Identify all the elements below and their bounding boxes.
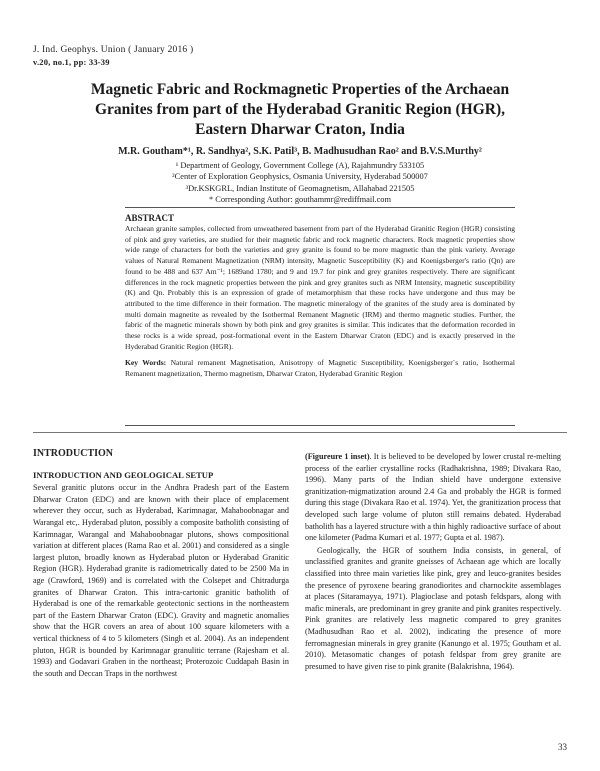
left-column [33, 448, 289, 679]
journal-name: J. Ind. Geophys. Union ( January 2016 ) [33, 45, 194, 55]
journal-volume: v.20, no.1, pp: 33-39 [33, 57, 110, 67]
author-list: M.R. Goutham*¹, R. Sandhya², S.K. Patil³, B. Madhusudhan Rao² and B.V.S.Murthy² [118, 146, 482, 157]
affiliations [40, 160, 560, 206]
right-column [305, 451, 561, 672]
keywords-text: Natural remanent Magnetisation, Anisotropy of Magnetic Susceptibility, Koenigsberger`s ratio, Isothermal Remanent magnetization, Thermo magnetism, Dharwar Craton, Hyderabad Granitic Region [125, 358, 515, 379]
divider [33, 432, 567, 433]
journal-header [33, 44, 193, 68]
affiliation: ¹ Department of Geology, Government College (A), Rajahmundry 533105 [175, 161, 425, 170]
title-line: Magnetic Fabric and Rockmagnetic Properties of the Archaean [90, 81, 510, 98]
paragraph-text: . It is believed to be developed by lower crustal re-melting process of the earlier crystalline rocks (Radhakrishna, 1989; Divakara Rao, 1996). Many parts of the Indian shield have undergone extensive granitization-migmatization around 2.4 Ga and probably the HGR is formed during this stage (Divakara Rao et al. 1974). Yet, the granitization process that developed such large volume of pluton still remains debated. Hyderabad batholith has a layered structure with a thin highly radioactive surface of about one kilometer (Padma Kumari et al. 1977; Gupta et al. 1987). [305, 452, 561, 543]
figure-reference: (Figureure 1 inset) [305, 452, 370, 461]
abstract-text: Archaean granite samples, collected from unweathered basement from part of the Hyderabad Granitic Region (HGR) consisting of pink and grey varieties, are studied for their magnetic fabric and rock magnetic characters. Rock magnetic properties show wide range of characters for both the varieties and grey granite is found to be more magnetic than the pink variety. Average values of Natural Remanent Magnetization (NRM) intensity, Magnetic Susceptibility (K) and Koenigsberger's ratio (Qn) are found to be 488 and 637 Am⁻¹; 1689and 1780; and 9 and 19.7 for pink and grey granites respectively. There are significant differences in the rock magnetic properties between the pink and grey granites such as NRM Intensity, magnetic susceptibility (K) and Qn. Probably this is an expression of grade of metamorphism that these rocks have undergone and thus may be attributed to the time difference in their formation. The magnetic mineralogy of the granites of the study area is dominated by multi domain magnetite as revealed by the Isothermal Remanent Magnetic (IRM) and thermo magnetic studies. Further, the fabric of the magnetic minerals shown by both pink and grey granites is similar. This indicates that the deformation recorded in these rocks is a wide spread, post-formational event in the Eastern Dharwar Craton (EDC) and is exactly preserved in the Hyderabad Granitic Region (HGR). [125, 224, 515, 351]
title-line: Eastern Dharwar Craton, India [195, 121, 405, 138]
section-heading: INTRODUCTION [33, 448, 114, 459]
paper-title [50, 80, 550, 140]
corresponding-author: * Corresponding Author: gouthammr@rediffmail.com [208, 195, 391, 205]
keywords [125, 358, 515, 379]
affiliation: ²Center of Exploration Geophysics, Osmania University, Hyderabad 500007 [172, 172, 428, 182]
abstract-box [125, 207, 515, 426]
keywords-label: Key Words: [125, 358, 167, 368]
page-number: 33 [558, 742, 567, 752]
affiliation: ³Dr.KSKGRL, Indian Institute of Geomagnetism, Allahabad 221505 [185, 183, 415, 193]
title-line: Granites from part of the Hyderabad Granitic Region (HGR), [95, 101, 505, 118]
subsection-heading: INTRODUCTION AND GEOLOGICAL SETUP [33, 469, 214, 480]
abstract-heading: ABSTRACT [125, 213, 175, 223]
body-paragraph: Several granitic plutons occur in the Andhra Pradesh part of the Eastern Dharwar Craton (EDC) and are known with their place of emplacement wherever they occur, such as Hyderabad, Karimnagar, Mahaboobnagar and Warangal etc,. Hyderabad pluton, possibly a composite batholith consisting of Karimnagar, Warangal and Mahaboobnagar plutons, shows compositional variation at different places (Rama Rao et al. 2001) and considered as a single largest pluton, broadly known as Hyderabad pluton or Hyderabad Granitic Region (HGR). Hyderabad granite is radiometrically dated to be 2500 Ma in age (Crawford, 1969) and is correlated with the Colsepet and Chitradurga granites of Dharwar Craton. This intra-cartonic granitic batholith of Hyderabad is one of the remarkable geotectonic sections in the northeastern part of the Eastern Dharwar Craton (EDC). Gravity and magnetic anomalies show that the HGR covers an area of about 100 square kilometers with a vertical thickness of 4 to 5 kilometers (Singh et al. 2004). As an independent pluton, HGR is bounded by Karimnagar granulitic terrane (Rajesham et al. 1993) and Godavari Graben in the northeast; Proterozoic Cuddapah Basin in the south and Deccan Traps in the northwest [33, 483, 289, 678]
body-paragraph [305, 451, 561, 544]
body-paragraph: Geologically, the HGR of southern India consists, in general, of unclassified granites and granite gneisses of Achaean age which are locally classified into three main varieties like pink, grey and leuco-granites besides the presence of pyroxene bearing granodiorites and charnockite assemblages at places (Sitaramayya, 1971). Plagioclase and potash feldspars, along with mafic minerals, are predominant in grey granite and pink granites respectively. Pink granites are relatively less magnetic compared to grey granites (Madhusudhan Rao et al. 2002), indicating the presence of more ferromagnesian minerals in grey granite (Kanungo et al. 1975; Goutham et al. 2010). Metasomatic changes of potash feldspar from grey granite are presumed to have given rise to pink granite (Balakrishna, 1964). [305, 545, 561, 671]
